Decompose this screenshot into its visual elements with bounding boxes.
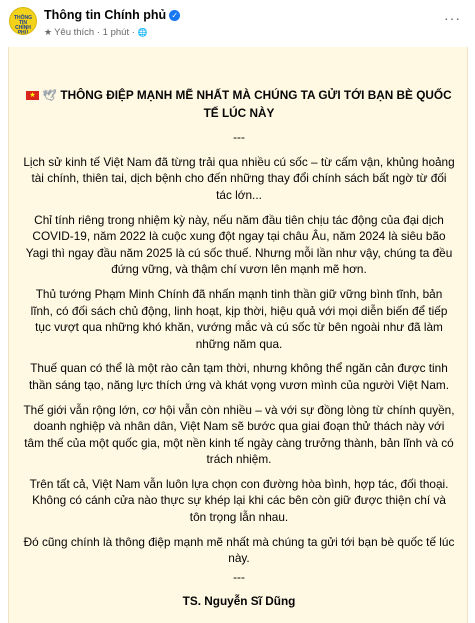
paragraph: Đó cũng chính là thông điệp mạnh mẽ nhất mà chúng ta gửi tới bạn bè quốc tế lúc này. [23, 534, 455, 566]
avatar-text: THÔNG TIN CHÍNH PHỦ [13, 15, 33, 35]
signature: TS. Nguyễn Sĩ Dũng [182, 594, 296, 609]
headline [23, 87, 455, 121]
post-time[interactable]: 1 phút [102, 27, 130, 38]
paragraph: Thuế quan có thể là một rào cản tạm thời, nhưng không thể ngăn cản được tinh thần sáng tạo, năng lực thích ứng và khát vọng vươn mình của người Việt Nam. [29, 361, 449, 392]
avatar[interactable] [9, 7, 37, 35]
post-body [8, 47, 468, 623]
paragraph: Thủ tướng Phạm Minh Chính đã nhấn mạnh tinh thần giữ vững bình tĩnh, bản lĩnh, có đối sách chủ động, linh hoạt, kịp thời, hiệu quả với mọi diễn biến để tiếp tục vượt qua những khó khăn, vướng mắc và cú sốc từ bên ngoài như đã làm những năm qua. [30, 286, 448, 351]
verified-badge-icon: ✓ [169, 10, 180, 21]
meta-separator: · [131, 27, 135, 38]
dove-icon: 🕊 [42, 90, 57, 102]
page-title-link[interactable] [44, 8, 180, 22]
favorite-label: Yêu thích [54, 27, 95, 38]
globe-icon: 🌐 [137, 28, 148, 37]
post-content [23, 87, 455, 618]
paragraph: Trên tất cả, Việt Nam vẫn luôn lựa chọn con đường hòa bình, hợp tác, đối thoại. Không có cánh cửa nào thực sự khép lại khi các bên còn giữ được thiện chí và tôn trọng lẫn nhau. [29, 476, 449, 525]
separator: --- [233, 130, 245, 145]
vietnam-flag-icon: ★ [26, 91, 39, 100]
more-options-icon[interactable]: ··· [444, 10, 461, 26]
meta-separator: · [96, 27, 101, 38]
headline-text: THÔNG ĐIỆP MẠNH MẼ NHẤT MÀ CHÚNG TA GỬI TỚI BẠN BÈ QUỐC TẾ LÚC NÀY [60, 88, 452, 120]
page-title[interactable]: Thông tin Chính phủ [44, 8, 167, 22]
paragraph: Thế giới vẫn rộng lớn, cơ hội vẫn còn nhiều – và với sự đồng lòng từ chính quyền, doanh nghiệp và nhân dân, Việt Nam sẽ bước qua giai đoạn thử thách này với tâm thế của một quốc gia, một nền kinh tế ngày càng trưởng thành, bản lĩnh và có trách nhiệm. [23, 402, 455, 467]
star-icon: ★ [44, 27, 53, 37]
post-meta [44, 27, 148, 38]
paragraph: Chỉ tính riêng trong nhiệm kỳ này, nếu năm đầu tiên chịu tác động của đại dịch COVID-19, năm 2022 là cuộc xung đột ngay tại châu Âu, năm 2024 là siêu bão Yagi thì ngay đầu năm 2025 là cú sốc thuế. Nhưng mỗi lần như vậy, chúng ta đều đứng vững, và thậm chí vươn lên mạnh mẽ hơn. [25, 212, 453, 277]
paragraph: Lịch sử kinh tế Việt Nam đã từng trải qua nhiều cú sốc – từ cấm vận, khủng hoảng tài chính, thiên tai, dịch bệnh cho đến những thay đổi chính sách bất ngờ từ đối tác lớn... [23, 154, 455, 202]
post-header [0, 0, 475, 46]
separator: --- [233, 569, 245, 584]
